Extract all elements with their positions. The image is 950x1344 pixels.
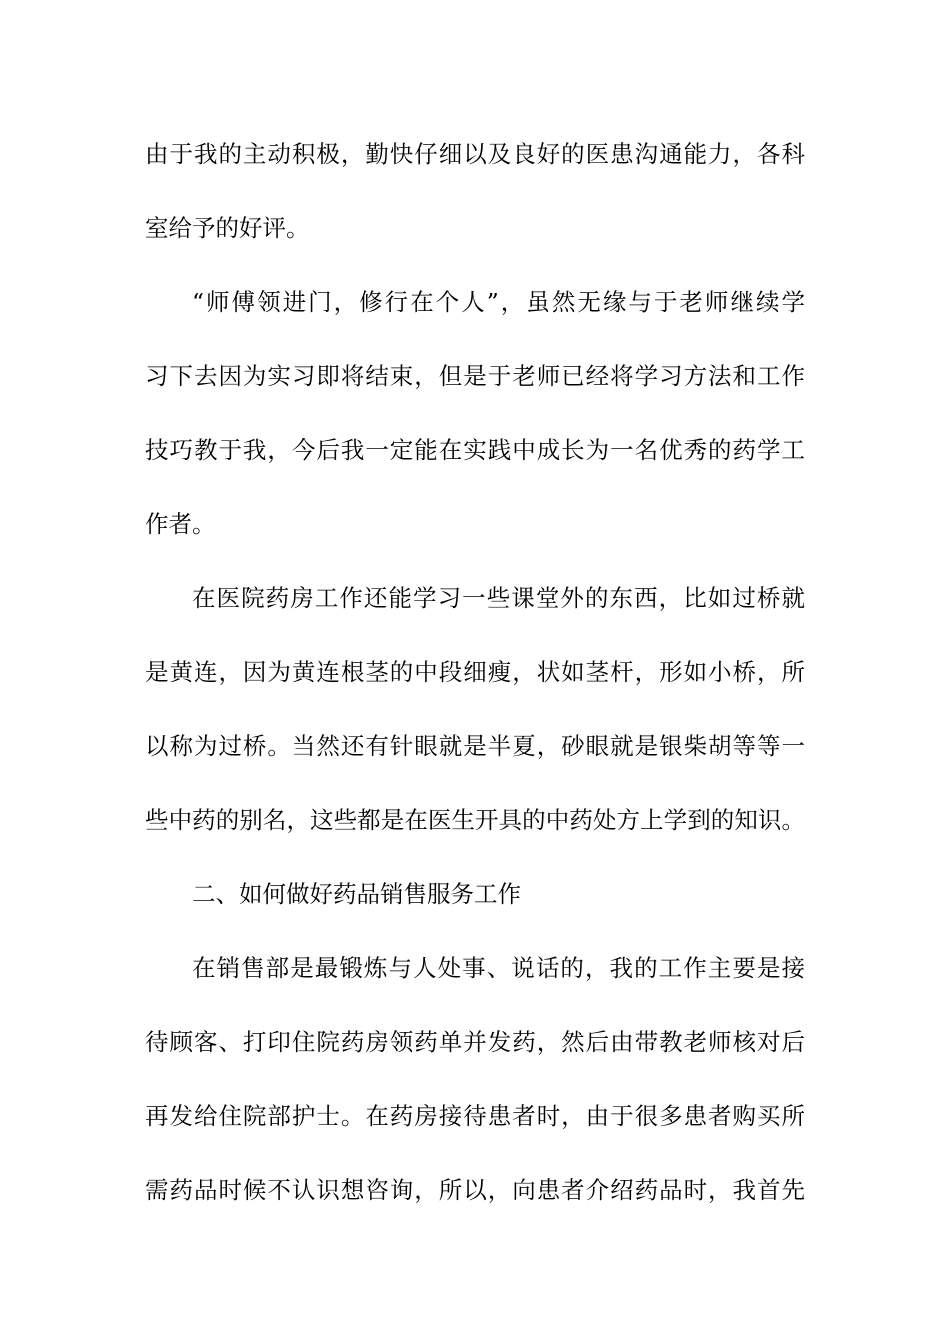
text-line: 二、如何做好药品销售服务工作 [192, 880, 521, 908]
text-line: 由于我的主动积极，勤快仔细以及良好的医患沟通能力，各科 [145, 140, 805, 168]
text-line: 室给予的好评。 [145, 214, 310, 242]
text-line: 需药品时候不认识想咨询，所以，向患者介绍药品时，我首先 [145, 1176, 805, 1204]
text-line: 作者。 [145, 510, 216, 538]
text-line: 在销售部是最锻炼与人处事、说话的，我的工作主要是接 [192, 954, 805, 982]
text-line: 在医院药房工作还能学习一些课堂外的东西，比如过桥就 [192, 584, 805, 612]
text-line: “师傅领进门，修行在个人”，虽然无缘与于老师继续学 [192, 288, 805, 316]
text-line: 技巧教于我，今后我一定能在实践中成长为一名优秀的药学工 [145, 436, 805, 464]
text-line: 习下去因为实习即将结束，但是于老师已经将学习方法和工作 [145, 362, 805, 390]
text-line: 些中药的别名，这些都是在医生开具的中药处方上学到的知识。 [145, 806, 805, 834]
text-line: 是黄连，因为黄连根茎的中段细瘦，状如茎杆，形如小桥，所 [145, 658, 805, 686]
text-line: 待顾客、打印住院药房领药单并发药，然后由带教老师核对后 [145, 1028, 805, 1056]
text-line: 以称为过桥。当然还有针眼就是半夏，砂眼就是银柴胡等等一 [145, 732, 805, 760]
document-body [145, 132, 805, 1242]
text-line: 再发给住院部护士。在药房接待患者时，由于很多患者购买所 [145, 1102, 805, 1130]
